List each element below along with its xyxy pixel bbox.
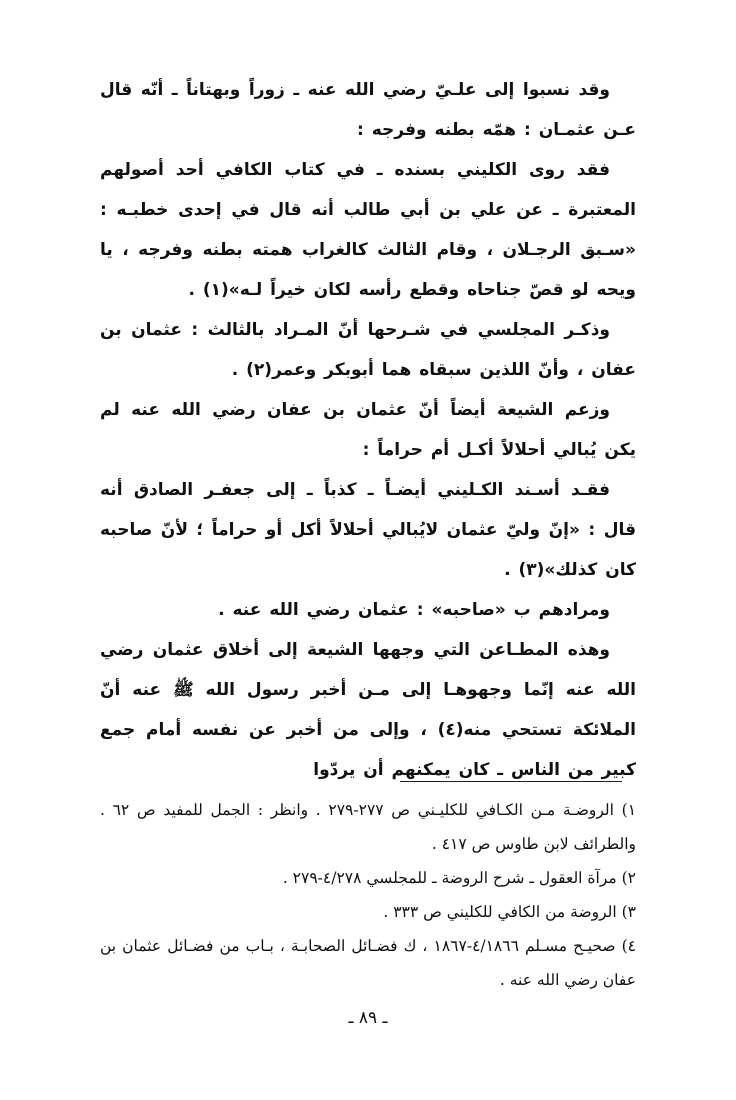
- paragraph-6: ومرادهم ب «صاحبه» : عثمان رضي الله عنه .: [218, 600, 610, 620]
- footnotes: [100, 793, 636, 997]
- footnote-separator: [400, 781, 622, 782]
- footnote-2: ٢) مرآة العقول ـ شرح الروضة ـ للمجلسي ٤/٢٧٨-٢٧٩ .: [282, 869, 636, 887]
- paragraph-4: وزعم الشيعة أيضاً أنّ عثمان بن عفان رضي الله عنه لم يكن يُبالي أحلالاً أكـل أم حراماً :: [100, 400, 636, 460]
- footnote-4: ٤) صحيـح مسـلم ٤/١٨٦٦-١٨٦٧ ، ك فضـائل الصحابـة ، بـاب من فضـائل عثمان بن عفان رضي الله عنه .: [100, 937, 636, 989]
- main-text: [100, 70, 636, 790]
- footnote-3: ٣) الروضة من الكافي للكليني ص ٣٣٣ .: [383, 903, 636, 921]
- footnote-1: ١) الروضـة مـن الكـافي للكليـني ص ٢٧٧-٢٧٩ . وانظر : الجمل للمفيد ص ٦٢ . والطرائف لابن طاوس ص ٤١٧ .: [100, 801, 637, 853]
- paragraph-5: فقـد أسـند الكـليني أيضـاً ـ كذباً ـ إلى جعفـر الصادق أنه قال : «إنّ وليّ عثمان لايُبالي أحلالاً أكل أو حراماً ؛ لأنّ صاحبه كان كذلك»(٣) .: [100, 480, 636, 580]
- paragraph-2: فقد روى الكليني بسنده ـ في كتاب الكافي أحد أصولهم المعتبرة ـ عن علي بن أبي طالب أنه قال في إحدى خطبـه : «سـبق الرجـلان ، وقام الثالث كالغراب همته بطنه وفرجه ، يا ويحه لو قصّ جناحاه وقطع رأسه لكان خيراً لـه»(١) .: [100, 160, 636, 300]
- paragraph-3: وذكـر المجلسي في شـرحها أنّ المـراد بالثالث : عثمان بن عفان ، وأنّ اللذين سبقاه هما أبوبكر وعمر(٢) .: [100, 320, 636, 380]
- page-number: ـ ٨٩ ـ: [348, 1008, 388, 1028]
- paragraph-7: وهذه المطـاعن التي وجهها الشيعة إلى أخلاق عثمان رضي الله عنه إنّما وجهوهـا إلى مـن أخبر رسول الله ﷺ عنه أنّ الملائكة تستحي منه(٤) ، وإلى من أخبر عن نفسه أمام جمع كبير من الناس ـ كان يمكنهم أن يردّوا: [100, 640, 636, 780]
- paragraph-1: وقد نسبوا إلى علـيّ رضي الله عنه ـ زوراً وبهتاناً ـ أنّه قال عـن عثمـان : همّه بطنه وفرجه :: [100, 80, 636, 140]
